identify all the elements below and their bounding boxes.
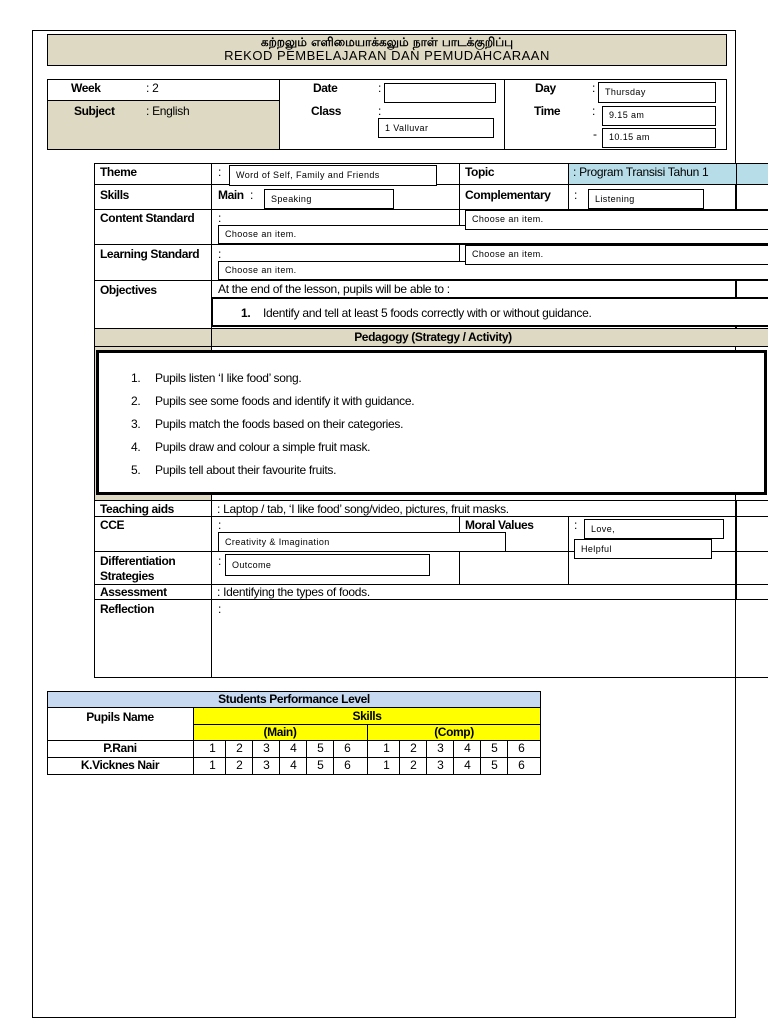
activity-text: Pupils match the foods based on their categories. bbox=[155, 417, 404, 431]
level-cell-divider bbox=[507, 757, 508, 774]
level-cell-divider bbox=[333, 740, 334, 757]
comp-skill-field[interactable]: Listening bbox=[588, 189, 704, 209]
level-cell-main[interactable]: 2 bbox=[236, 741, 243, 755]
content-standard-colon: : bbox=[218, 211, 222, 225]
level-cell-comp[interactable]: 2 bbox=[410, 758, 417, 772]
plan-rule bbox=[94, 346, 768, 347]
activity-item bbox=[131, 436, 414, 459]
level-cell-divider bbox=[453, 740, 454, 757]
skills-label: Skills bbox=[100, 188, 129, 202]
teaching-aids-label: Teaching aids bbox=[100, 502, 174, 516]
activity-item bbox=[131, 390, 414, 413]
plan-rule bbox=[94, 599, 768, 600]
activity-number: 3. bbox=[131, 417, 141, 431]
time-dash: - bbox=[593, 127, 597, 141]
level-cell-comp[interactable]: 6 bbox=[518, 758, 525, 772]
level-cell-divider bbox=[306, 757, 307, 774]
week-label: Week bbox=[71, 81, 101, 95]
day-colon: : bbox=[592, 81, 596, 95]
time-end-field[interactable]: 10.15 am bbox=[602, 128, 716, 148]
topic-label: Topic bbox=[465, 165, 495, 179]
content-standard-main-select[interactable]: Choose an item. bbox=[218, 225, 768, 244]
theme-colon: : bbox=[218, 165, 222, 179]
complementary-label: Complementary bbox=[465, 188, 551, 202]
main-skill-header: (Main) bbox=[263, 725, 297, 739]
level-cell-main[interactable]: 3 bbox=[263, 758, 270, 772]
level-cell-comp[interactable]: 4 bbox=[464, 758, 471, 772]
level-cell-divider bbox=[279, 740, 280, 757]
level-cell-comp[interactable]: 3 bbox=[437, 758, 444, 772]
level-cell-divider bbox=[480, 757, 481, 774]
level-cell-main[interactable]: 3 bbox=[263, 741, 270, 755]
comp-skill-colon: : bbox=[574, 188, 578, 202]
learning-standard-main-select[interactable]: Choose an item. bbox=[218, 261, 768, 280]
plan-rule bbox=[736, 500, 737, 600]
activity-number: 5. bbox=[131, 463, 141, 477]
objective-number: 1. bbox=[241, 306, 251, 320]
skills-header: Skills bbox=[352, 709, 382, 723]
level-cell-main[interactable]: 4 bbox=[290, 758, 297, 772]
level-cell-divider bbox=[333, 757, 334, 774]
level-cell-comp[interactable]: 3 bbox=[437, 741, 444, 755]
objective-text: Identify and tell at least 5 foods correctly with or without guidance. bbox=[263, 306, 592, 320]
activity-number: 2. bbox=[131, 394, 141, 408]
differentiation-label bbox=[100, 554, 175, 584]
activity-item bbox=[131, 367, 414, 390]
differentiation-label-line1: Differentiation bbox=[100, 554, 176, 568]
pupils-name-label: Pupils Name bbox=[86, 710, 154, 724]
content-standard-label: Content Standard bbox=[100, 211, 195, 225]
activity-number: 1. bbox=[131, 371, 141, 385]
level-cell-main[interactable]: 1 bbox=[209, 741, 216, 755]
week-value: : 2 bbox=[146, 81, 159, 95]
subject-value: : English bbox=[146, 104, 190, 118]
activity-item bbox=[131, 413, 414, 436]
plan-rule bbox=[736, 163, 737, 210]
moral-value-field-1[interactable]: Love, bbox=[584, 519, 724, 539]
subject-label: Subject bbox=[74, 104, 115, 118]
day-field[interactable]: Thursday bbox=[598, 82, 716, 103]
plan-rule bbox=[94, 328, 768, 329]
level-cell-divider bbox=[225, 757, 226, 774]
activity-text: Pupils tell about their favourite fruits. bbox=[155, 463, 337, 477]
activity-text: Pupils draw and colour a simple fruit mask. bbox=[155, 440, 371, 454]
plan-rule bbox=[94, 163, 95, 678]
level-cell-main[interactable]: 4 bbox=[290, 741, 297, 755]
date-label: Date bbox=[313, 81, 338, 95]
pedagogy-header: Pedagogy (Strategy / Activity) bbox=[354, 330, 512, 344]
plan-rule bbox=[568, 516, 569, 584]
assessment-label: Assessment bbox=[100, 585, 167, 599]
activity-list bbox=[131, 367, 414, 482]
activity-number: 4. bbox=[131, 440, 141, 454]
learning-standard-colon: : bbox=[218, 247, 222, 261]
level-cell-divider bbox=[426, 740, 427, 757]
main-skill-field[interactable]: Speaking bbox=[264, 189, 394, 209]
plan-rule bbox=[94, 584, 768, 585]
pedagogy-activity-box[interactable] bbox=[96, 350, 767, 495]
level-cell-comp[interactable]: 2 bbox=[410, 741, 417, 755]
level-cell-main[interactable]: 6 bbox=[344, 758, 351, 772]
title-malay: REKOD PEMBELAJARAN DAN PEMUDAHCARAAN bbox=[224, 48, 550, 63]
objectives-intro: At the end of the lesson, pupils will be able to : bbox=[218, 282, 450, 296]
level-cell-main[interactable]: 5 bbox=[317, 758, 324, 772]
info-divider bbox=[504, 79, 505, 150]
level-cell-divider bbox=[426, 757, 427, 774]
page-title bbox=[47, 34, 727, 66]
differentiation-field[interactable]: Outcome bbox=[225, 554, 430, 576]
learning-standard-comp-select[interactable]: Choose an item. bbox=[465, 245, 768, 265]
objective-box[interactable] bbox=[211, 297, 768, 327]
theme-label: Theme bbox=[100, 165, 137, 179]
plan-rule bbox=[94, 163, 768, 164]
level-cell-main[interactable]: 5 bbox=[317, 741, 324, 755]
learning-standard-label: Learning Standard bbox=[100, 247, 200, 261]
pupil-name-2: K.Vicknes Nair bbox=[80, 758, 160, 772]
time-colon: : bbox=[592, 104, 596, 118]
content-standard-comp-select[interactable]: Choose an item. bbox=[465, 210, 768, 230]
level-cell-divider bbox=[225, 740, 226, 757]
level-cell-comp[interactable]: 5 bbox=[491, 741, 498, 755]
plan-rule bbox=[94, 500, 768, 501]
activity-text: Pupils listen ‘I like food’ song. bbox=[155, 371, 302, 385]
level-cell-divider bbox=[252, 740, 253, 757]
plan-rule bbox=[568, 163, 569, 210]
class-colon: : bbox=[378, 104, 382, 118]
date-field[interactable] bbox=[384, 83, 496, 103]
level-cell-main[interactable]: 6 bbox=[344, 741, 351, 755]
level-cell-divider bbox=[306, 740, 307, 757]
reflection-colon: : bbox=[218, 602, 222, 616]
assessment-value: : Identifying the types of foods. bbox=[217, 585, 370, 599]
cce-field[interactable]: Creativity & Imagination bbox=[218, 532, 506, 552]
level-cell-divider bbox=[279, 757, 280, 774]
moral-colon: : bbox=[574, 518, 578, 532]
plan-rule bbox=[94, 677, 768, 678]
level-cell-divider bbox=[453, 757, 454, 774]
main-skill-label: Main bbox=[218, 188, 244, 202]
topic-value: : Program Transisi Tahun 1 bbox=[573, 165, 709, 179]
title-tamil: கற்றலும் எளிமையாக்கலும் நாள் பாடக்குறிப்பு bbox=[260, 35, 514, 49]
cce-label: CCE bbox=[100, 518, 125, 532]
comp-skill-header: (Comp) bbox=[434, 725, 474, 739]
level-cell-divider bbox=[507, 740, 508, 757]
activity-item bbox=[131, 459, 414, 482]
reflection-label: Reflection bbox=[100, 602, 155, 616]
pupil-name-1: P.Rani bbox=[103, 741, 137, 755]
differentiation-colon: : bbox=[218, 554, 222, 568]
level-cell-comp[interactable]: 5 bbox=[491, 758, 498, 772]
info-divider bbox=[47, 100, 279, 101]
objectives-label: Objectives bbox=[100, 283, 157, 297]
info-divider bbox=[279, 79, 280, 150]
teaching-aids-value: : Laptop / tab, ‘I like food’ song/video, pictures, fruit masks. bbox=[217, 502, 509, 516]
differentiation-label-line2: Strategies bbox=[100, 569, 155, 583]
class-label: Class bbox=[311, 104, 342, 118]
day-label: Day bbox=[535, 81, 556, 95]
level-cell-divider bbox=[399, 757, 400, 774]
main-skill-colon: : bbox=[250, 188, 254, 202]
moral-value-field-2[interactable]: Helpful bbox=[574, 539, 712, 559]
level-cell-divider bbox=[480, 740, 481, 757]
level-cell-divider bbox=[399, 740, 400, 757]
activity-text: Pupils see some foods and identify it with guidance. bbox=[155, 394, 415, 408]
level-cell-divider bbox=[252, 757, 253, 774]
level-cell-comp[interactable]: 6 bbox=[518, 741, 525, 755]
level-cell-comp[interactable]: 1 bbox=[383, 741, 390, 755]
cce-colon: : bbox=[218, 518, 222, 532]
date-colon: : bbox=[378, 81, 382, 95]
theme-field[interactable]: Word of Self, Family and Friends bbox=[229, 165, 437, 186]
class-field[interactable]: 1 Valluvar bbox=[378, 118, 494, 138]
level-cell-main[interactable]: 1 bbox=[209, 758, 216, 772]
level-cell-comp[interactable]: 1 bbox=[383, 758, 390, 772]
plan-rule bbox=[94, 280, 768, 281]
plan-rule bbox=[94, 516, 768, 517]
level-cell-comp[interactable]: 4 bbox=[464, 741, 471, 755]
time-label: Time bbox=[534, 104, 561, 118]
level-cell-main[interactable]: 2 bbox=[236, 758, 243, 772]
time-start-field[interactable]: 9.15 am bbox=[602, 106, 716, 126]
moral-values-label: Moral Values bbox=[465, 518, 534, 532]
performance-title: Students Performance Level bbox=[218, 692, 370, 706]
